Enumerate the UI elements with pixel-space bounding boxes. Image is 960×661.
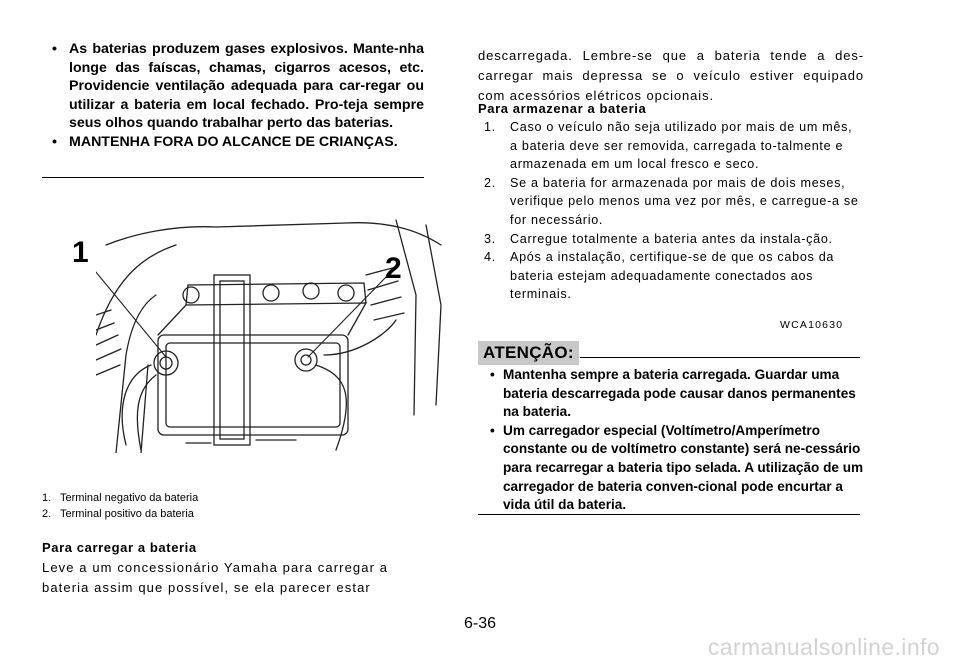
attention-list [478, 366, 864, 515]
store-heading: Para armazenar a bateria [478, 101, 647, 116]
warning-item: • As baterias produzem gases explosivos. Mante-nha longe das faíscas, chamas, cigarros acesos, etc. Providencie ventilação adequada para car-regar ou utilizar a bateria em local fechado. Pro-teja sempre seus olhos quando trabalhar perto das baterias. [52, 41, 424, 132]
step-item: 2. Se a bateria for armazenada por mais de dois meses, verifique pelo menos uma vez por mês, e carregue-a se for necessário. [484, 175, 859, 227]
step-item: 4. Após a instalação, certifique-se de que os cabos da bateria estejam adequadamente conectados aos terminais. [484, 250, 835, 302]
charge-text-line-2: bateria assim que possível, se ela parecer estar [42, 580, 371, 595]
figure-callout-2: 2 [385, 252, 402, 285]
watermark: carmanualsonline.info [707, 634, 940, 660]
warning-text: As baterias produzem gases explosivos. Mante-nha longe das faíscas, chamas, cigarros acesos, etc. Providencie ventilação adequada para car-regar ou utilizar a bateria em local fechado. Pro-teja sempre seus olhos quando trabalhar perto das baterias. [69, 41, 424, 132]
caption-item: 2. Terminal positivo da bateria [42, 508, 194, 520]
figure-callout-1: 1 [72, 236, 89, 269]
figure-captions [42, 490, 198, 522]
step-item: 1. Caso o veículo não seja utilizado por mais de um mês, a bateria deve ser removida, carregada to-talmente e armazenada em um local fresco e seco. [484, 120, 853, 172]
warning-divider [42, 177, 424, 178]
warning-text: MANTENHA FORA DO ALCANCE DE CRIANÇAS. [69, 133, 398, 150]
attention-end-divider [478, 514, 860, 515]
attention-rule [580, 357, 860, 358]
charge-heading: Para carregar a bateria [42, 540, 197, 555]
page-number: 6-36 [463, 615, 497, 632]
battery-drawing [96, 215, 446, 453]
attention-item: • Um carregador especial (Voltímetro/Amperímetro constante ou de voltímetro constante) será ne-cessário para recarregar a bateria tipo selada. A utilização de um carregador de bateria conven-cional pode encurtar a vida útil da bateria. [490, 422, 864, 513]
battery-warning-list [52, 40, 424, 152]
storage-steps [478, 118, 864, 304]
intro-paragraph: descarregada. Lembre-se que a bateria tende a des-carregar mais depressa se o veículo estiver equipado com acessórios elétricos opcionais. [478, 48, 864, 103]
attention-item: • Mantenha sempre a bateria carregada. Guardar uma bateria descarregada pode causar danos permanentes na bateria. [490, 367, 856, 420]
charge-text-line-1: Leve a um concessionário Yamaha para carregar a [42, 560, 389, 575]
step-item: 3. Carregue totalmente a bateria antes da instala-ção. [484, 231, 833, 246]
warning-code: WCA10630 [780, 319, 844, 331]
battery-illustration [96, 215, 446, 453]
attention-title: ATENÇÃO: [478, 341, 579, 365]
caption-item: 1. Terminal negativo da bateria [42, 492, 199, 504]
warning-item: • MANTENHA FORA DO ALCANCE DE CRIANÇAS. [52, 133, 398, 150]
